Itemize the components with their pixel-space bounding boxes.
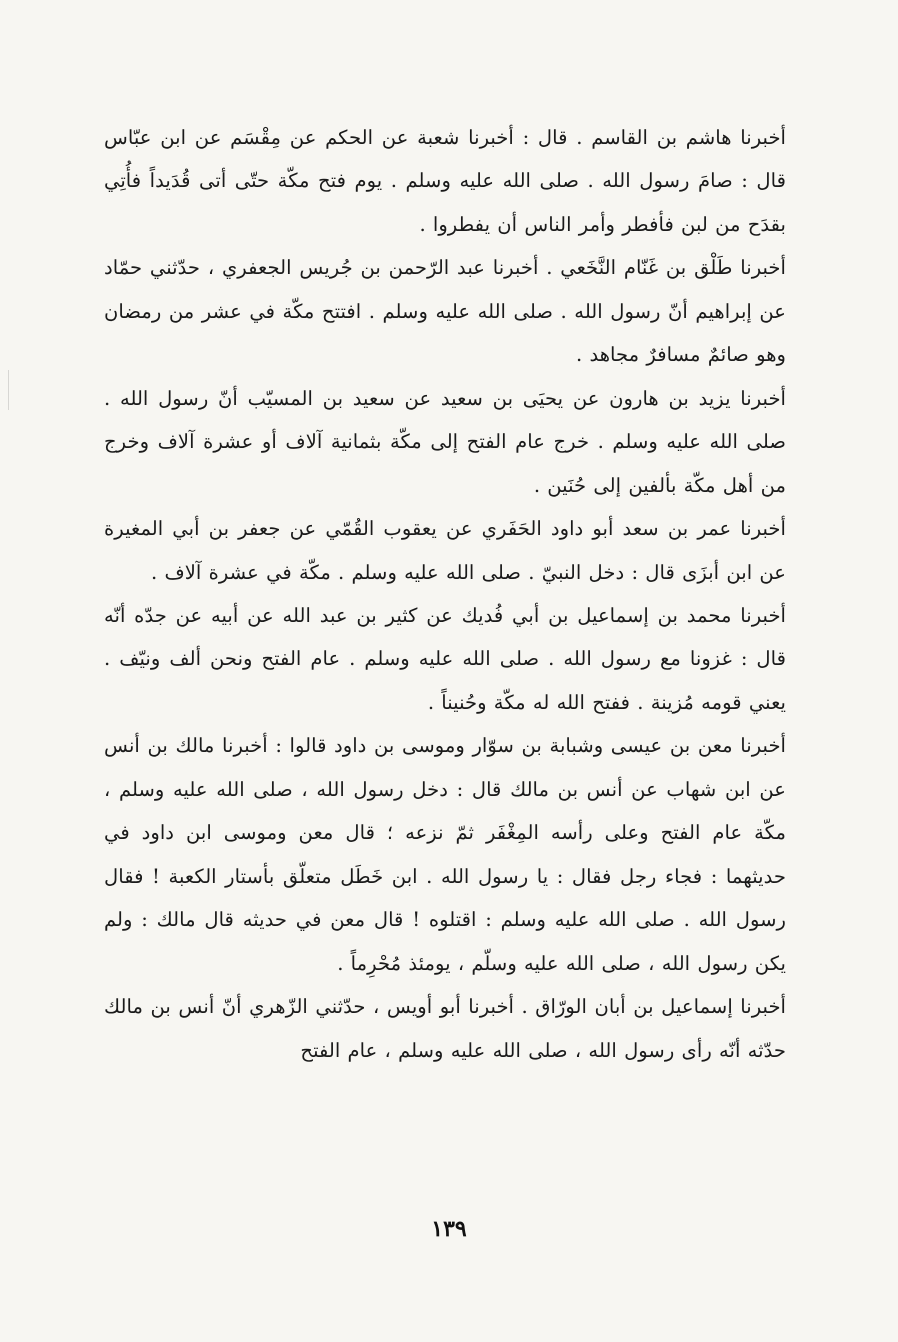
paragraph-1: أخبرنا هاشم بن القاسم . قال : أخبرنا شعبة عن الحكم عن مِقْسَم عن ابن عبّاس قال : صامَ رسول الله . صلى الله عليه وسلم . يوم فتح مكّة حتّى أتى قُدَيداً فأُتِي بقدَح من لبن فأفطر وأمر الناس أن يفطروا .: [104, 126, 786, 236]
paragraph-7: أخبرنا إسماعيل بن أبان الورّاق . أخبرنا أبو أويس ، حدّثني الزّهري أنّ أنس بن مالك حدّثه أنّه رأى رسول الله ، صلى الله عليه وسلم ، عام الفتح: [104, 995, 786, 1062]
paragraph-4: أخبرنا عمر بن سعد أبو داود الحَفَري عن يعقوب القُمّي عن جعفر بن أبي المغيرة عن ابن أبزَى قال : دخل النبيّ . صلى الله عليه وسلم . مكّة في عشرة آلاف .: [104, 517, 786, 584]
body-text: [104, 116, 786, 1072]
paragraph-2: أخبرنا طَلْق بن غَنّام النَّخَعي . أخبرنا عبد الرّحمن بن جُريس الجعفري ، حدّثني حمّاد عن إبراهيم أنّ رسول الله . صلى الله عليه وسلم . افتتح مكّة في عشر من رمضان وهو صائمٌ مسافرٌ مجاهد .: [104, 256, 786, 367]
page-number: ١٣٩: [431, 1216, 467, 1242]
paragraph-5: أخبرنا محمد بن إسماعيل بن أبي فُديك عن كثير بن عبد الله عن أبيه عن جدّه أنّه قال : غزونا مع رسول الله . صلى الله عليه وسلم . عام الفتح ونحن ألف ونيّف . يعني قومه مُزينة . ففتح الله له مكّة وحُنيناً .: [104, 603, 786, 714]
paragraph-3: أخبرنا يزيد بن هارون عن يحيَى بن سعيد عن سعيد بن المسيّب أنّ رسول الله . صلى الله عليه وسلم . خرج عام الفتح إلى مكّة بثمانية آلاف أو عشرة آلاف وخرج من أهل مكّة بألفين إلى حُنَين .: [104, 386, 786, 497]
paragraph-6: أخبرنا معن بن عيسى وشبابة بن سوّار وموسى بن داود قالوا : أخبرنا مالك بن أنس عن ابن شهاب عن أنس بن مالك قال : دخل رسول الله ، صلى الله عليه وسلم ، مكّة عام الفتح وعلى رأسه المِغْفَر ثمّ نزعه ؛ قال معن وموسى ابن داود في حديثهما : فجاء رجل فقال : يا رسول الله . ابن خَطَل متعلّق بأستار الكعبة ! فقال رسول الله . صلى الله عليه وسلم : اقتلوه ! قال معن في حديثه قال مالك : ولم يكن رسول الله ، صلى الله عليه وسلّم ، يومئذ مُحْرِماً .: [104, 734, 786, 975]
scan-edge-mark: [8, 370, 9, 410]
